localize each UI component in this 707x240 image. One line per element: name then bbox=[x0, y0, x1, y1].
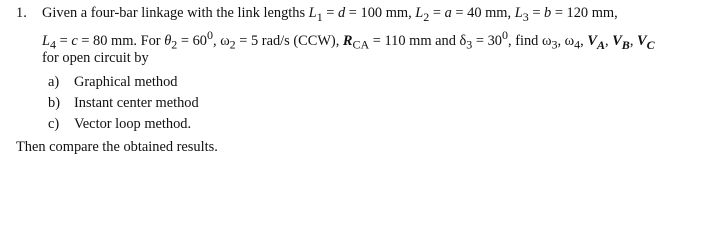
subscript: 3 bbox=[466, 38, 473, 53]
subscript: C bbox=[646, 38, 655, 53]
method-text: Vector loop method. bbox=[74, 116, 192, 132]
subscript: 2 bbox=[171, 38, 178, 53]
question-statement bbox=[42, 3, 707, 70]
text-run: = bbox=[56, 33, 72, 50]
text-run: , bbox=[629, 33, 638, 50]
text-run: , bbox=[604, 33, 613, 50]
text-run: = 100 mm, bbox=[345, 5, 416, 21]
text-run: = bbox=[528, 5, 545, 21]
symbol-omega4: ω bbox=[564, 33, 575, 50]
subscript: 2 bbox=[229, 38, 236, 53]
text-run: = 60 bbox=[177, 33, 207, 50]
symbol-VB: V bbox=[612, 33, 622, 50]
text-run: = 5 rad/s (CCW), bbox=[235, 33, 343, 50]
degree-mark: 0 bbox=[502, 28, 508, 43]
symbol-L3: L bbox=[514, 5, 523, 21]
text-run: = 120 mm, bbox=[551, 5, 618, 21]
symbol-a: a bbox=[444, 5, 452, 21]
text-run: , bbox=[557, 33, 565, 50]
subscript: A bbox=[596, 38, 605, 53]
text-run: = 30 bbox=[472, 33, 502, 50]
text-run: = 80 mm. For bbox=[77, 33, 165, 50]
symbol-R: R bbox=[342, 33, 353, 50]
text-run: , find bbox=[508, 33, 542, 50]
text-run: = bbox=[429, 5, 445, 21]
text-run: = 40 mm, bbox=[451, 5, 515, 21]
symbol-omega3: ω bbox=[541, 33, 552, 50]
symbol-L4: L bbox=[42, 33, 51, 50]
text-run: = 110 mm and bbox=[369, 33, 460, 50]
symbol-d: d bbox=[338, 5, 346, 21]
method-label: c) bbox=[48, 116, 60, 132]
statement-line-3: for open circuit by bbox=[42, 49, 149, 66]
question-number: 1. bbox=[16, 5, 27, 21]
symbol-b: b bbox=[544, 5, 552, 21]
statement-line-2 bbox=[42, 25, 707, 53]
method-item-vector-loop bbox=[48, 114, 199, 135]
method-text: Instant center method bbox=[74, 95, 199, 111]
subscript: 1 bbox=[316, 9, 323, 24]
text-run: , bbox=[580, 33, 588, 50]
method-label: b) bbox=[48, 95, 60, 111]
method-item-instant-center bbox=[48, 93, 199, 114]
subscript: 3 bbox=[522, 9, 529, 24]
symbol-omega2: ω bbox=[220, 33, 230, 50]
subscript: 4 bbox=[574, 38, 581, 53]
subscript: 3 bbox=[551, 38, 558, 53]
method-list bbox=[48, 72, 199, 135]
symbol-L2: L bbox=[415, 5, 424, 21]
symbol-delta: δ bbox=[459, 33, 467, 50]
subscript: 4 bbox=[50, 38, 57, 53]
method-item-graphical bbox=[48, 72, 199, 93]
closing-instruction: Then compare the obtained results. bbox=[16, 139, 218, 155]
degree-mark: 0 bbox=[206, 28, 213, 43]
symbol-VC: V bbox=[637, 33, 647, 50]
symbol-L1: L bbox=[308, 5, 317, 21]
subscript: B bbox=[621, 38, 630, 53]
subscript: 2 bbox=[423, 9, 430, 24]
method-text: Graphical method bbox=[74, 74, 178, 90]
symbol-c: c bbox=[71, 33, 78, 50]
text-run: , bbox=[212, 33, 221, 50]
text-run: Given a four-bar linkage with the link lengths bbox=[42, 5, 309, 21]
symbol-theta: θ bbox=[164, 33, 172, 50]
method-label: a) bbox=[48, 74, 60, 90]
subscript: CA bbox=[352, 38, 370, 53]
statement-line-1 bbox=[42, 3, 707, 25]
text-run: = bbox=[322, 5, 338, 21]
symbol-VA: V bbox=[587, 33, 597, 50]
